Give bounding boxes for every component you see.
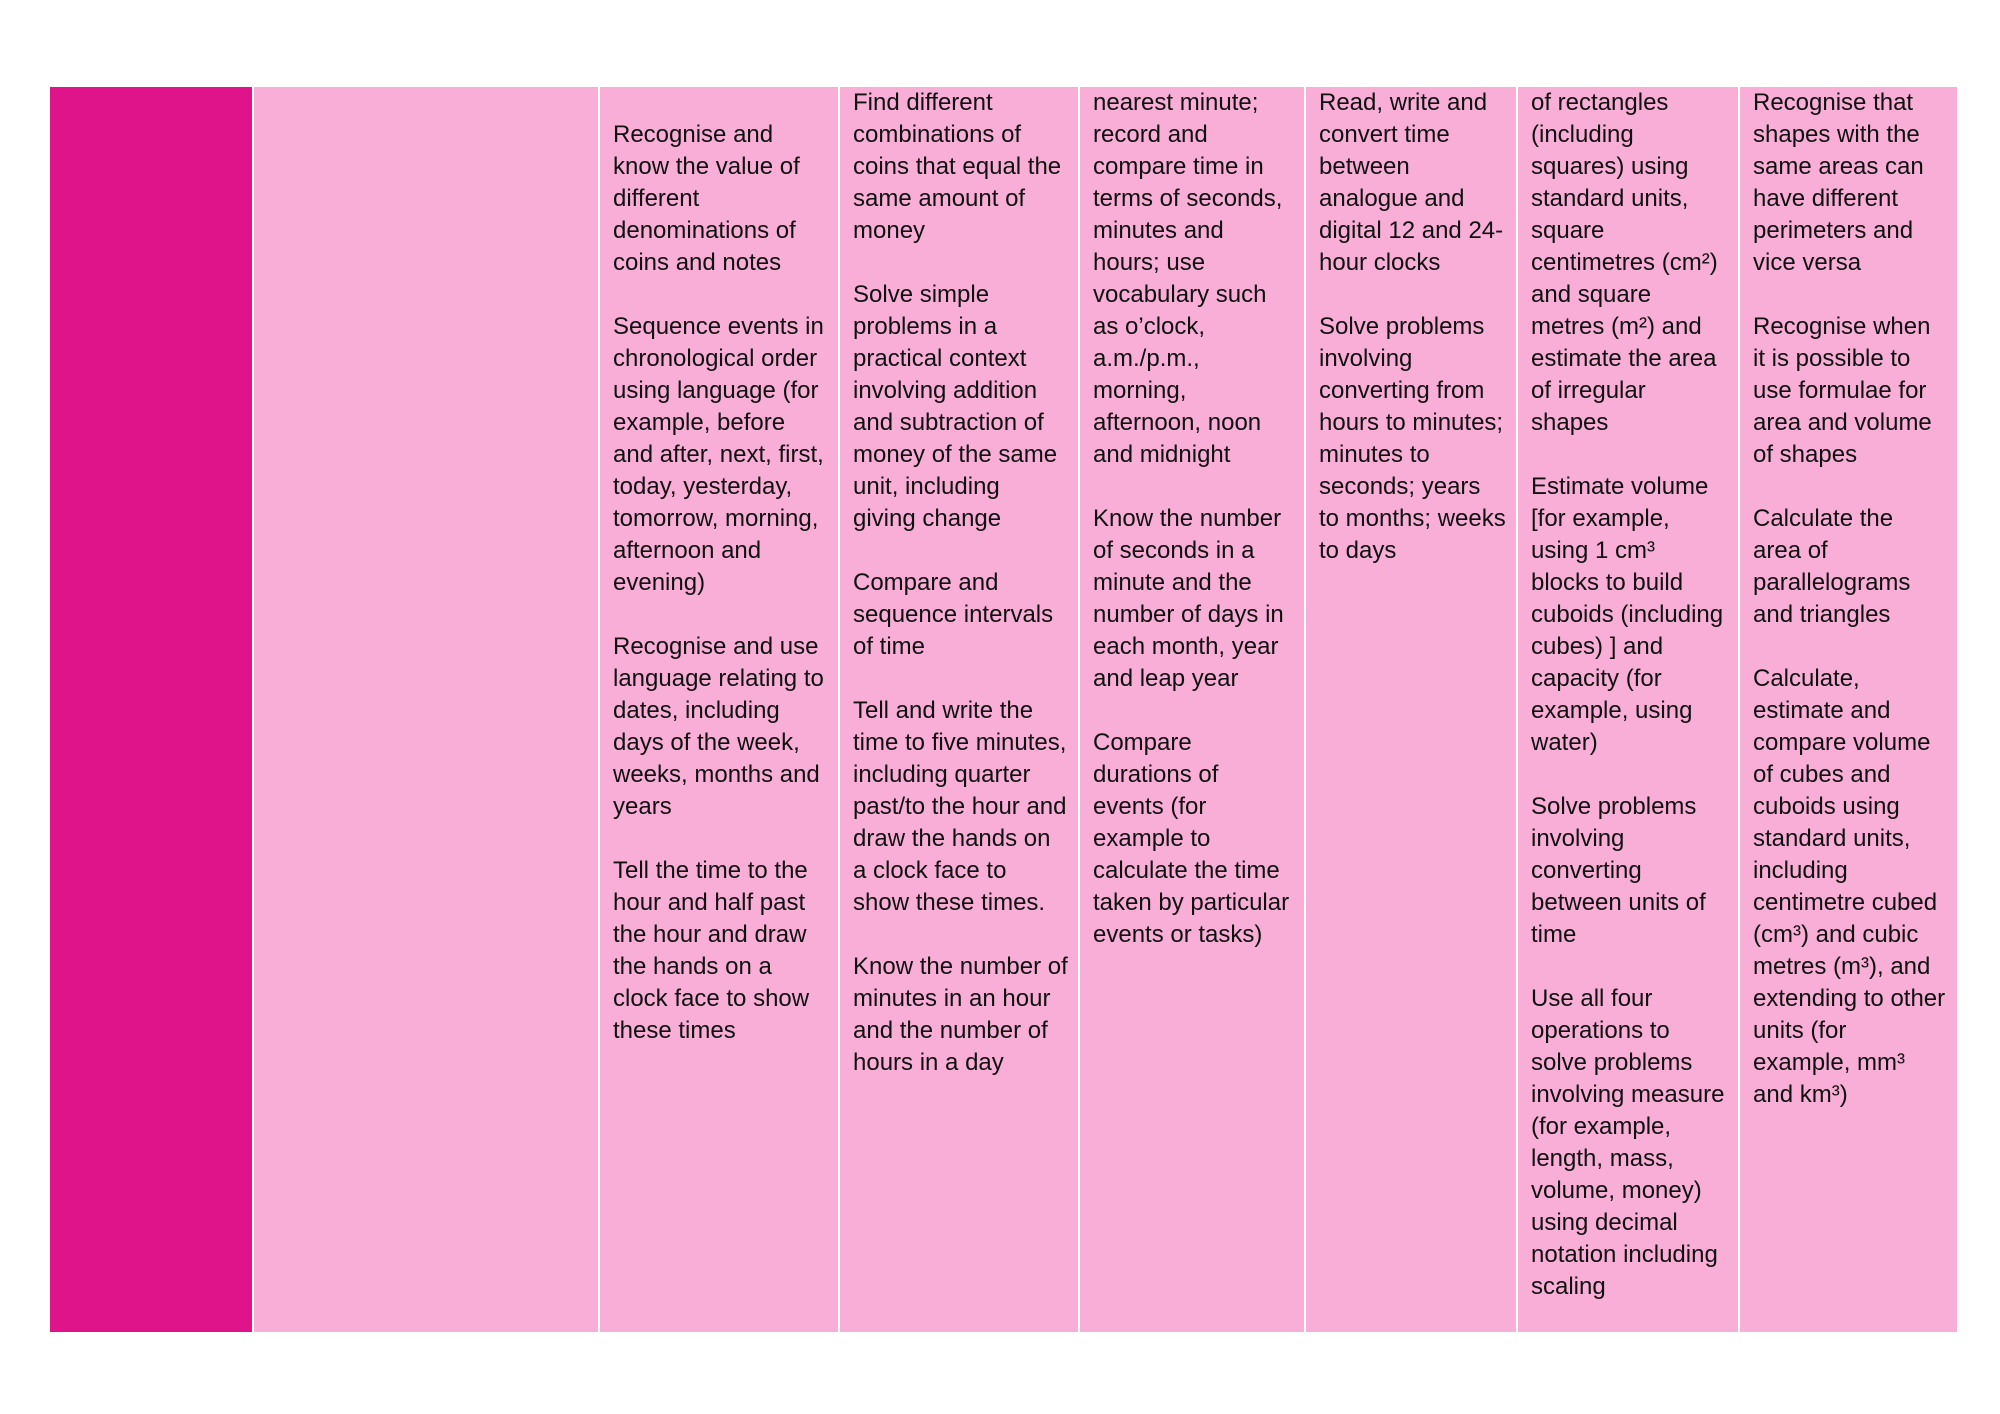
column-2-paragraph: Compare and sequence intervals of time [853, 569, 1054, 660]
column-5-paragraph: Solve problems involving converting between units of time [1531, 793, 1706, 948]
column-5-paragraph: Use all four operations to solve problems involving measure (for example, length, mass, volume, money) using decimal notation including scaling [1531, 985, 1725, 1300]
column-1-paragraph: Recognise and know the value of different denominations of coins and notes [613, 121, 800, 276]
column-1-paragraph: Recognise and use language relating to dates, including days of the week, weeks, months and years [613, 633, 824, 820]
column-6 [1740, 87, 1957, 1332]
column-5 [1518, 87, 1740, 1332]
column-2 [840, 87, 1080, 1332]
column-5-paragraph: Estimate volume [for example, using 1 cm³ blocks to build cuboids (including cubes) ] and capacity (for example, using water) [1531, 473, 1724, 756]
column-6-paragraph: Recognise when it is possible to use formulae for area and volume of shapes [1753, 313, 1932, 468]
column-4-paragraph: Read, write and convert time between analogue and digital 12 and 24-hour clocks [1319, 89, 1504, 276]
column-2-paragraph: Know the number of minutes in an hour and the number of hours in a day [853, 953, 1068, 1076]
column-3-paragraph: Compare durations of events (for example to calculate the time taken by particular events or tasks) [1093, 729, 1290, 948]
column-2-paragraph: Tell and write the time to five minutes, including quarter past/to the hour and draw the hands on a clock face to show these times. [853, 697, 1067, 916]
column-4-paragraph: Solve problems involving converting from hours to minutes; minutes to seconds; years to months; weeks to days [1319, 313, 1506, 564]
row-header-block [50, 87, 254, 1332]
column-6-paragraph: Calculate the area of parallelograms and triangles [1753, 505, 1911, 628]
column-1 [600, 87, 840, 1332]
column-1-paragraph: Tell the time to the hour and half past the hour and draw the hands on a clock face to show these times [613, 857, 810, 1044]
column-3 [1080, 87, 1306, 1332]
column-5-paragraph: of rectangles (including squares) using standard units, square centimetres (cm²) and square metres (m²) and estimate the area of irregular shapes [1531, 89, 1718, 436]
curriculum-table [50, 87, 1957, 1332]
empty-column [254, 87, 600, 1332]
column-2-paragraph: Solve simple problems in a practical context involving addition and subtraction of money of the same unit, including giving change [853, 281, 1058, 532]
column-3-paragraph: Know the number of seconds in a minute and the number of days in each month, year and leap year [1093, 505, 1284, 692]
column-6-paragraph: Calculate, estimate and compare volume of cubes and cuboids using standard units, including centimetre cubed (cm³) and cubic metres (m³), and extending to other units (for example, mm³ and km³) [1753, 665, 1946, 1108]
column-1-paragraph: Sequence events in chronological order using language (for example, before and after, next, first, today, yesterday, tomorrow, morning, afternoon and evening) [613, 313, 824, 596]
column-2-paragraph: Find different combinations of coins that equal the same amount of money [853, 89, 1062, 244]
column-4 [1306, 87, 1518, 1332]
column-6-paragraph: Recognise that shapes with the same areas can have different perimeters and vice versa [1753, 89, 1924, 276]
column-3-paragraph: nearest minute; record and compare time in terms of seconds, minutes and hours; use vocabulary such as o’clock, a.m./p.m., morning, afternoon, noon and midnight [1093, 89, 1283, 468]
